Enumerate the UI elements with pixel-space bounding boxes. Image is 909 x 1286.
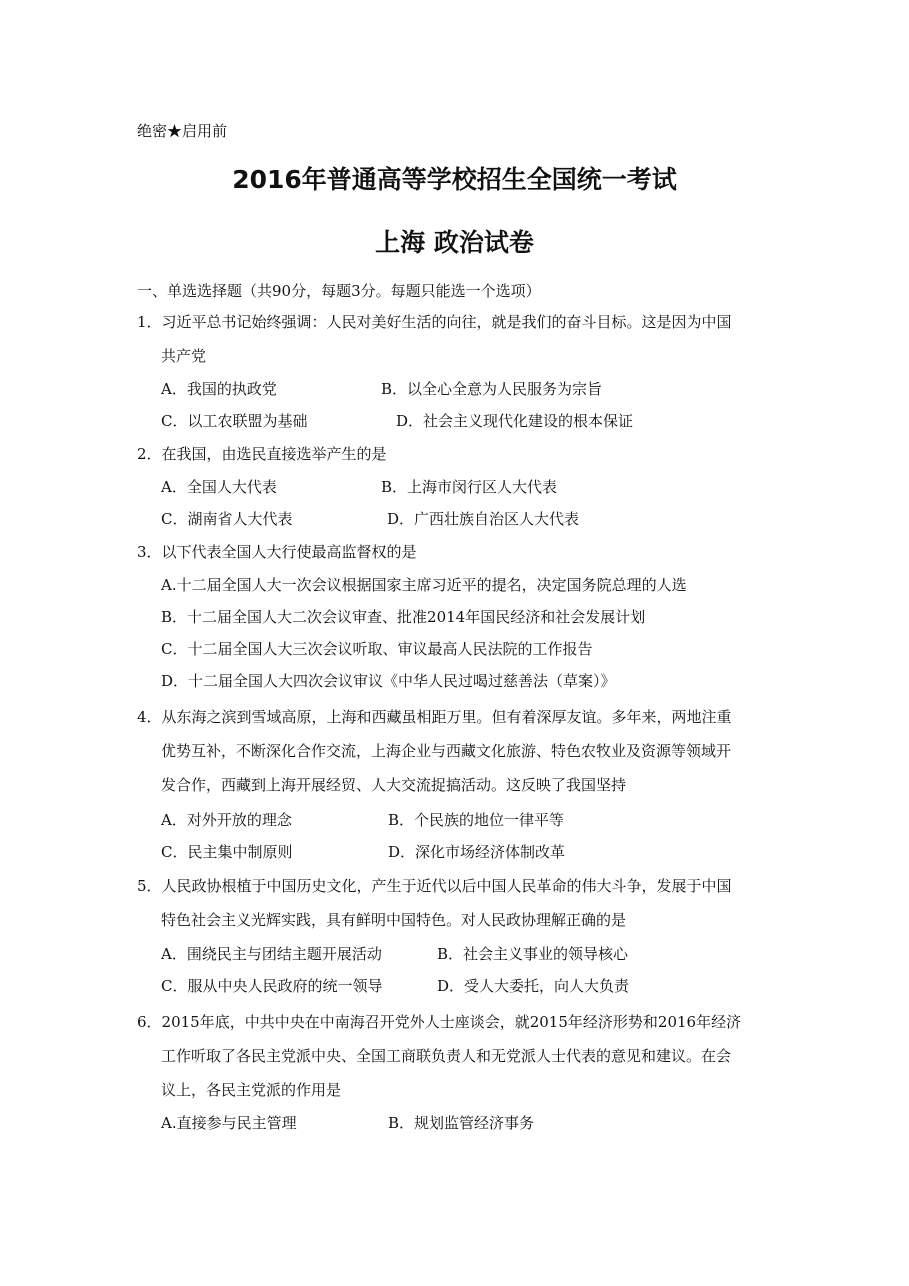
option-d: D．广西壮族自治区人大代表 [387,510,580,528]
option-a: A．对外开放的理念 [161,811,292,829]
option-a: A．围绕民主与团结主题开展活动 [161,945,382,963]
option-b: B．规划监管经济事务 [388,1114,535,1132]
question-2 [137,437,777,471]
question-text: 发合作，西藏到上海开展经贸、人大交流捉搞活动。这反映了我国坚持 [161,776,627,794]
option-b: B．以全心全意为人民服务为宗旨 [381,380,603,398]
question-text: 1．习近平总书记始终强调：人民对美好生活的向往，就是我们的奋斗目标。这是因为中国 [137,313,732,331]
option-c: C．以工农联盟为基础 [161,412,308,430]
question-4 [137,700,777,802]
option-b: B．个民族的地位一律平等 [388,811,565,829]
question-text: 特色社会主义光辉实践，具有鲜明中国特色。对人民政协理解正确的是 [161,911,627,929]
question-text: 2．在我国，由选民直接选举产生的是 [137,445,387,463]
option-a: A.十二届全国人大一次会议根据国家主席习近平的提名，决定国务院总理的人选 [161,576,687,594]
question-5 [137,869,777,937]
question-text: 共产党 [161,347,207,365]
section-heading: 一、单选选择题（共90分，每题3分。每题只能选一个选项） [137,282,541,300]
question-text: 议上，各民主党派的作用是 [161,1081,342,1099]
secret-label: 绝密★启用前 [137,122,228,140]
question-3 [137,535,777,569]
option-c: C．民主集中制原则 [161,843,293,861]
option-b: B．上海市闵行区人大代表 [381,478,558,496]
option-c: C．湖南省人大代表 [161,510,293,528]
option-d: D．十二届全国人大四次会议审议《中华人民过喝过慈善法（草案）》 [161,672,616,690]
option-c: C．服从中央人民政府的统一领导 [161,977,383,995]
exam-title: 2016年普通高等学校招生全国统一考试 [232,165,677,194]
question-1 [137,305,777,373]
question-6 [137,1005,777,1107]
question-text: 4．从东海之滨到雪域高原，上海和西藏虽相距万里。但有着深厚友谊。多年来，两地注重 [137,708,732,726]
question-text: 6．2015年底，中共中央在中南海召开党外人士座谈会，就2015年经济形势和2016年经济 [137,1013,742,1031]
option-b: B．社会主义事业的领导核心 [437,945,629,963]
question-text: 3．以下代表全国人大行使最高监督权的是 [137,543,417,561]
question-text: 工作听取了各民主党派中央、全国工商联负责人和无党派人士代表的意见和建议。在会 [161,1047,732,1065]
option-a: A．我国的执政党 [161,380,277,398]
question-text: 优势互补，不断深化合作交流，上海企业与西藏文化旅游、特色农牧业及资源等领域开 [161,742,732,760]
option-a: A.直接参与民主管理 [161,1114,297,1132]
option-a: A．全国人大代表 [161,478,277,496]
exam-subtitle: 上海 政治试卷 [375,228,534,257]
option-c: C．十二届全国人大三次会议听取、审议最高人民法院的工作报告 [161,640,593,658]
option-d: D．深化市场经济体制改革 [388,843,566,861]
option-d: D．社会主义现代化建设的根本保证 [396,412,634,430]
question-text: 5．人民政协根植于中国历史文化，产生于近代以后中国人民革命的伟大斗争，发展于中国 [137,877,732,895]
option-b: B．十二届全国人大二次会议审查、批准2014年国民经济和社会发展计划 [161,608,646,626]
option-d: D．受人大委托，向人大负责 [437,977,630,995]
